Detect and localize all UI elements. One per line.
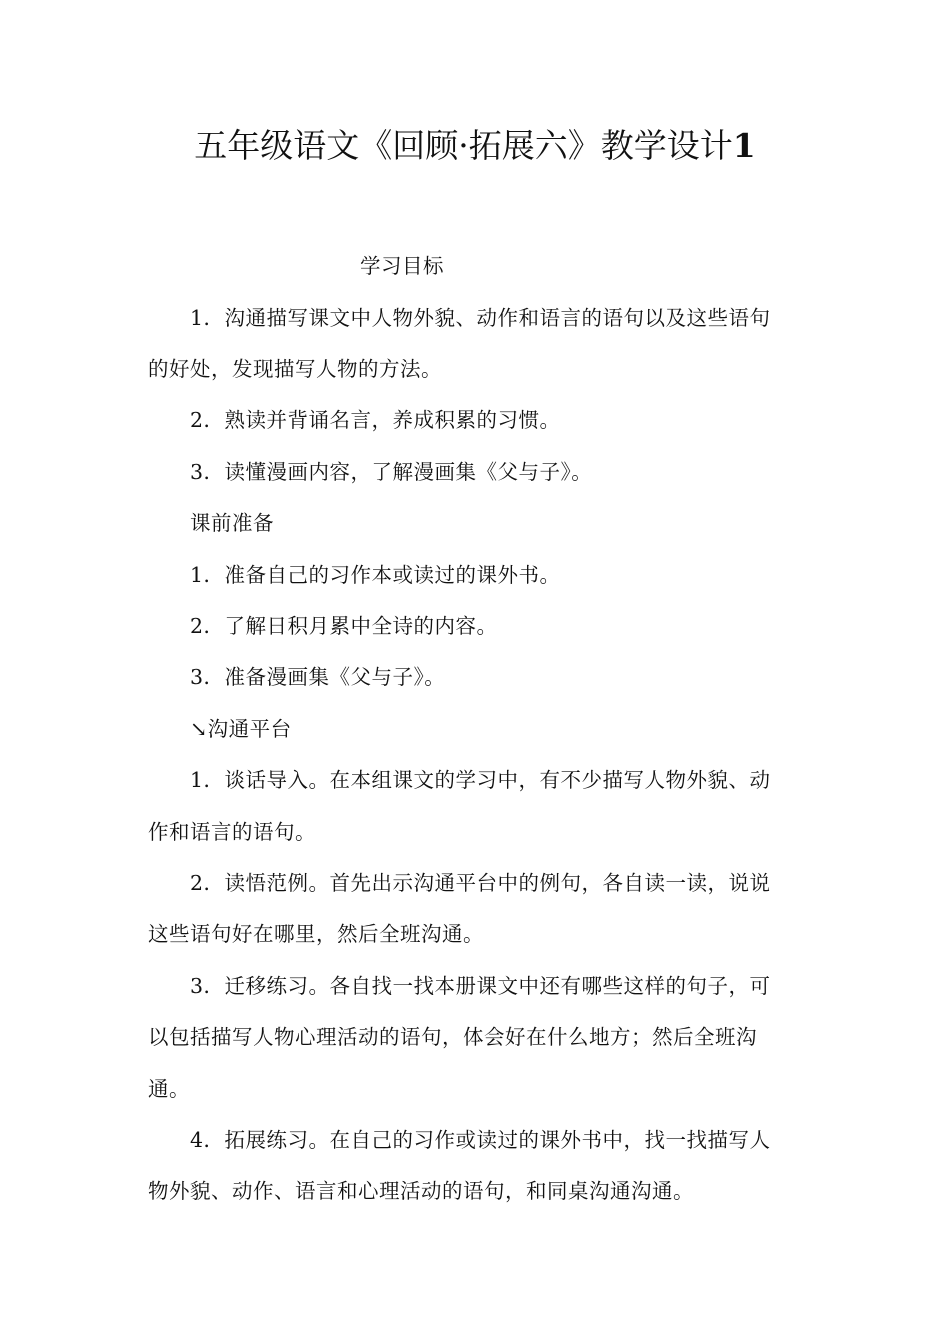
paragraph-line: 这些语句好在哪里，然后全班沟通。: [148, 922, 484, 946]
paragraph-line: 4．拓展练习。在自己的习作或读过的课外书中，找一找描写人: [190, 1128, 771, 1152]
paragraph-line: 3．读懂漫画内容，了解漫画集《父与子》。: [190, 460, 593, 484]
paragraph-line: 1．沟通描写课文中人物外貌、动作和语言的语句以及这些语句: [190, 306, 771, 330]
paragraph-line: 物外貌、动作、语言和心理活动的语句，和同桌沟通沟通。: [148, 1179, 694, 1203]
title-text: 五年级语文《回顾·拓展六》教学设计: [194, 126, 733, 165]
paragraph-line: 的好处，发现描写人物的方法。: [148, 357, 442, 381]
document-title: [0, 118, 950, 174]
paragraph-line: 以包括描写人物心理活动的语句，体会好在什么地方；然后全班沟: [148, 1025, 757, 1049]
section-heading-preparation: 课前准备: [190, 511, 274, 535]
title-number: 1: [732, 126, 756, 165]
paragraph-line: 2．读悟范例。首先出示沟通平台中的例句，各自读一读，说说: [190, 871, 771, 895]
paragraph-line: 作和语言的语句。: [148, 820, 316, 844]
paragraph-line: 2．了解日积月累中全诗的内容。: [190, 614, 498, 638]
paragraph-line: 3．准备漫画集《父与子》。: [190, 665, 446, 689]
section-heading-platform: ↘沟通平台: [190, 717, 292, 741]
paragraph-line: 2．熟读并背诵名言，养成积累的习惯。: [190, 408, 561, 432]
section-heading-objectives: 学习目标: [360, 254, 444, 278]
paragraph-line: 通。: [148, 1077, 190, 1101]
paragraph-line: 1．谈话导入。在本组课文的学习中，有不少描写人物外貌、动: [190, 768, 771, 792]
paragraph-line: 1．准备自己的习作本或读过的课外书。: [190, 563, 561, 587]
paragraph-line: 3．迁移练习。各自找一找本册课文中还有哪些这样的句子，可: [190, 974, 771, 998]
